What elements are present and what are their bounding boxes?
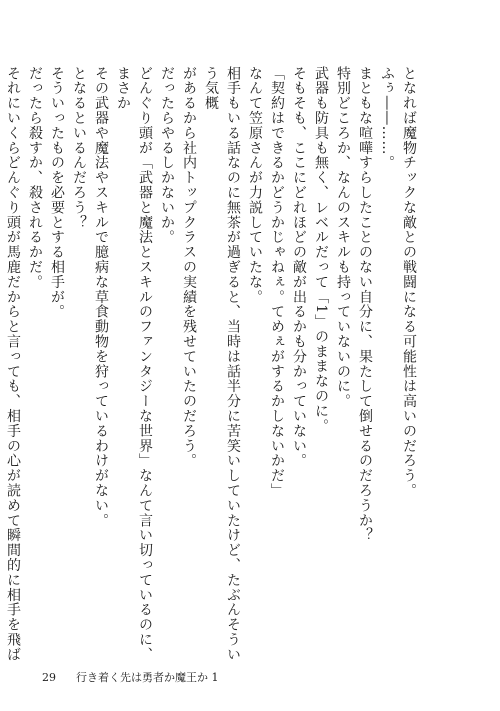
body-text	[5, 66, 420, 666]
text-line-17: それにいくらどんぐり頭が馬鹿だからと言っても、相手の心が読めて瞬間的に相手を飛ば	[5, 66, 21, 662]
text-line-8: なんて笠原さんが力説していたな。	[247, 66, 263, 305]
text-line-7: 「契約はできるかどうかじゃねぇ。てめぇがするかしないかだ」	[269, 66, 285, 499]
text-line-1: となれば魔物チックな敵との戦闘になる可能性は高いのだろう。	[401, 66, 417, 499]
text-line-3: まともな喧嘩すらしたことのない自分に、果たして倒せるのだろうか？	[357, 66, 373, 543]
text-line-4: 特別どころか、なんのスキルも持っていないのに。	[335, 66, 351, 409]
text-line-5: 武器も防具も無く、レベルだって「1」のままなのに。	[313, 66, 329, 434]
book-title: 行き着く先は勇者か魔王か 1	[76, 671, 219, 684]
page-number: 29	[42, 671, 56, 684]
text-line-15: そういったものを必要とする相手が。	[49, 66, 65, 320]
text-line-11: だったらやるしかないか。	[159, 66, 175, 245]
text-line-14: となるといるんだろう？	[71, 66, 87, 230]
text-line-13: その武器や魔法やスキルで臆病な草食動物を狩っているわけがない。	[93, 66, 109, 528]
text-line-16: だったら殺すか、殺されるかだ。	[27, 66, 43, 290]
page-footer	[42, 669, 219, 685]
text-line-2: ふぅ――……。	[379, 66, 395, 171]
text-line-9: 相手もいる話なのに無茶が過ぎると、当時は話半分に苦笑いしていたけど、たぶんそういう気概	[203, 66, 241, 662]
text-line-6: そもそも、ここにどれほどの敵が出るかも分かっていない。	[291, 66, 307, 469]
text-line-12: どんぐり頭が「武器と魔法とスキルのファンタジーな世界」なんて言い切っているのに、まさか	[115, 66, 153, 662]
text-line-10: があるから社内トップクラスの実績を残せていたのだろう。	[181, 66, 197, 469]
